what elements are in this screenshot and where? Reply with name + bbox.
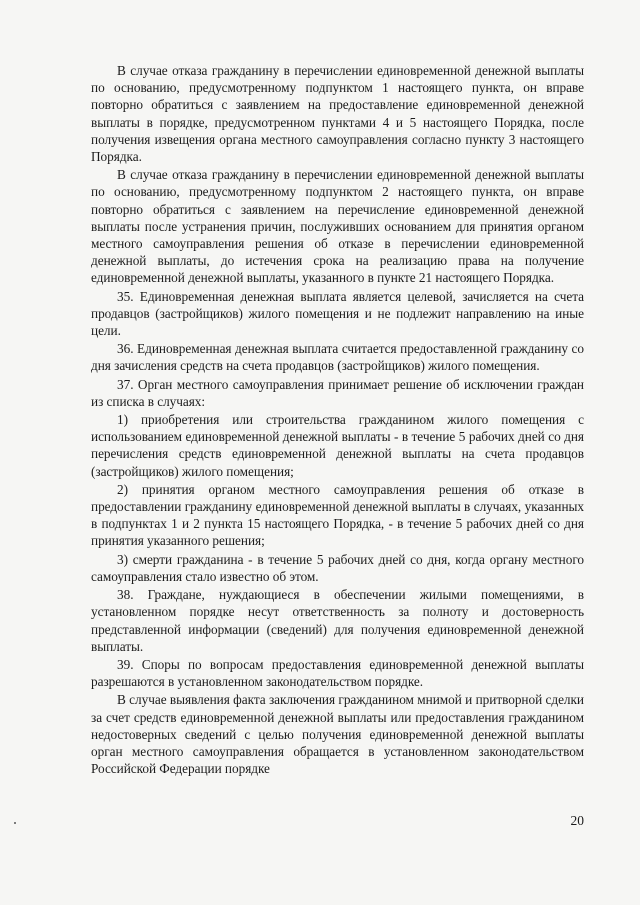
paragraph-35: 35. Единовременная денежная выплата является целевой, зачисляется на счета продавцов (застройщиков) жилого помещения и не подлежит направлению на иные цели. bbox=[91, 288, 584, 339]
paragraph-39: 39. Споры по вопросам предоставления единовременной денежной выплаты разрешаются в установленном законодательством порядке. bbox=[91, 656, 584, 690]
paragraph-37-item-2: 2) принятия органом местного самоуправления решения об отказе в предоставлении гражданину единовременной денежной выплаты в случаях, указанных в подпунктах 1 и 2 пункта 15 настоящего Порядка, - в течение 5 рабочих дней со дня принятия указанного решения; bbox=[91, 481, 584, 549]
paragraph-38: 38. Граждане, нуждающиеся в обеспечении жилыми помещениями, в установленном порядке несут ответственность за полноту и достоверность представленной информации (сведений) для получения единовременной денежной выплаты. bbox=[91, 587, 584, 654]
page-number: 20 bbox=[570, 813, 584, 828]
document-body bbox=[91, 62, 584, 777]
scan-speck bbox=[14, 822, 16, 824]
paragraph-refusal-subpoint-2: В случае отказа гражданину в перечислении единовременной денежной выплаты по основанию, предусмотренному подпунктом 2 настоящего пункта, он вправе повторно обратиться с заявлением на перечисление единовременной денежной выплаты после устранения причин, послуживших основанием для принятия органом местного самоуправления решения об отказе в перечислении единовременной денежной выплаты, до истечения срока на реализацию права на получение единовременной денежной выплаты, указанного в пункте 21 настоящего Порядка. bbox=[91, 167, 584, 286]
paragraph-refusal-subpoint-1: В случае отказа гражданину в перечислении единовременной денежной выплаты по основанию, предусмотренному подпунктом 1 настоящего пункта, он вправе повторно обратиться с заявлением на предоставление единовременной денежной выплаты в порядке, предусмотренном пунктами 4 и 5 настоящего Порядка, после получения извещения органа местного самоуправления согласно пункту 3 настоящего Порядка. bbox=[91, 63, 584, 165]
paragraph-37: 37. Орган местного самоуправления принимает решение об исключении граждан из списка в случаях: bbox=[91, 376, 584, 409]
paragraph-37-item-1: 1) приобретения или строительства гражданином жилого помещения с использованием единовременной денежной выплаты - в течение 5 рабочих дней со дня перечисления средств единовременной денежной выплаты на счета продавцов (застройщиков) жилого помещения; bbox=[91, 412, 584, 479]
paragraph-36: 36. Единовременная денежная выплата считается предоставленной гражданину со дня зачисления средств на счета продавцов (застройщиков) жилого помещения. bbox=[91, 341, 584, 374]
paragraph-fraud-case: В случае выявления факта заключения гражданином мнимой и притворной сделки за счет средств единовременной денежной выплаты или предоставления гражданином недостоверных сведений с целью получения единовременной денежной выплаты орган местного самоуправления обращается в установленном законодательством Российской Федерации порядке bbox=[91, 692, 584, 777]
paragraph-37-item-3: 3) смерти гражданина - в течение 5 рабочих дней со дня, когда органу местного самоуправления стало известно об этом. bbox=[91, 551, 584, 584]
